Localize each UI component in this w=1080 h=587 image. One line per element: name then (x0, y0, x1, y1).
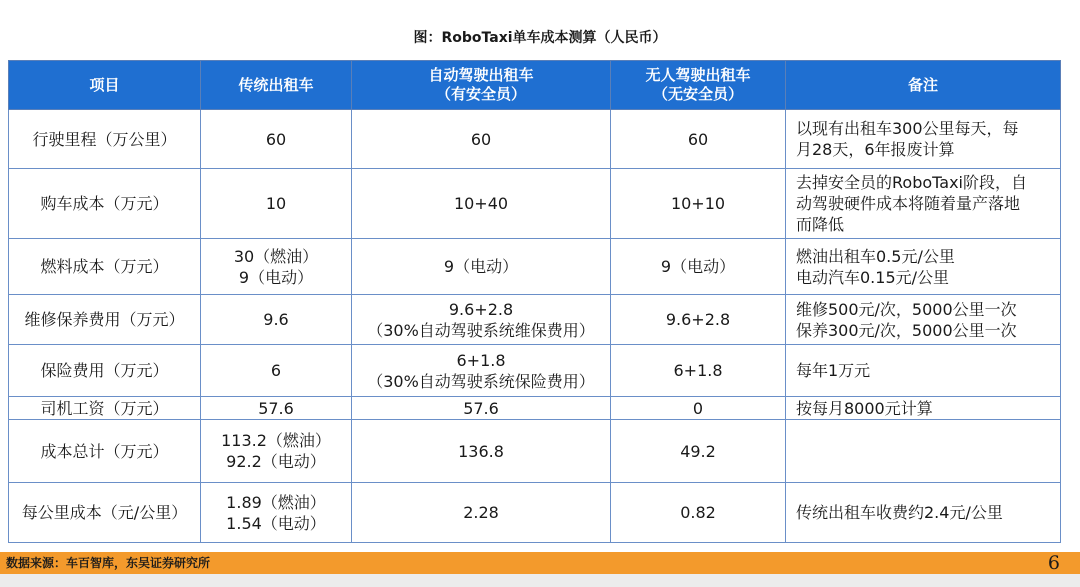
header-traditional-taxi-label: 传统出租车 (238, 75, 314, 94)
cell-autonomous (352, 345, 611, 397)
table-row (9, 483, 1061, 543)
cell-driverless (611, 483, 786, 543)
cell-text-line: 6+1.8 (673, 361, 723, 380)
bottom-strip (0, 574, 1080, 587)
cell-traditional (201, 397, 352, 420)
cell-autonomous (352, 295, 611, 345)
header-item-label: 项目 (89, 75, 120, 94)
header-autonomous-taxi-label: 自动驾驶出租车 (428, 66, 534, 84)
header-remarks (786, 61, 1061, 110)
cell-driverless (611, 295, 786, 345)
cell-traditional (201, 420, 352, 483)
cell-text-line: 维修保养费用（万元） (24, 310, 185, 329)
cell-text-line: 9（电动） (238, 267, 314, 287)
cell-text-line: 57.6 (258, 398, 294, 418)
cell-traditional (201, 110, 352, 169)
cell-text-line: 60 (687, 129, 709, 149)
table-row (9, 345, 1061, 397)
cell-text-line: 10+40 (453, 194, 509, 213)
cell-traditional (201, 169, 352, 239)
cell-item (9, 420, 201, 483)
cell-text-line: 动驾驶硬件成本将随着量产落地 (796, 194, 1021, 213)
cell-text-line: 保险费用（万元） (40, 361, 169, 380)
page-number: 6 (1047, 552, 1060, 574)
table-row (9, 397, 1061, 420)
header-driverless-taxi-sublabel: （无安全员） (652, 85, 743, 103)
table-body (9, 110, 1061, 543)
cell-text-line: 司机工资（万元） (40, 398, 169, 418)
cell-driverless (611, 345, 786, 397)
header-autonomous-taxi (352, 61, 611, 110)
cell-text-line: 10 (265, 194, 287, 213)
cell-text-line: 传统出租车收费约2.4元/公里 (796, 503, 1003, 522)
cell-text-line: 燃料成本（万元） (40, 257, 169, 276)
cell-text-line: 0.82 (680, 503, 716, 522)
cell-text-line: 燃油出租车0.5元/公里 (796, 246, 955, 266)
cell-text-line: 以现有出租车300公里每天，每 (796, 119, 1019, 138)
cell-text-line: 9.6+2.8 (448, 299, 514, 319)
cell-driverless (611, 239, 786, 295)
cell-text-line: 49.2 (680, 441, 716, 461)
data-source: 数据来源：车百智库，东吴证券研究所 (6, 556, 211, 570)
cell-text-line: （30%自动驾驶系统保险费用） (367, 371, 595, 391)
cell-driverless (611, 397, 786, 420)
cell-text-line: 而降低 (796, 215, 845, 234)
cell-text-line: 9（电动） (660, 257, 736, 276)
cell-text-line: （30%自动驾驶系统维保费用） (367, 320, 595, 340)
cell-autonomous (352, 239, 611, 295)
cell-remarks (786, 397, 1061, 420)
cost-table (8, 60, 1061, 543)
cell-remarks (786, 169, 1061, 239)
cell-remarks (786, 295, 1061, 345)
table-row (9, 239, 1061, 295)
cell-text-line: 行驶里程（万公里） (32, 129, 177, 149)
cell-traditional (201, 295, 352, 345)
cell-item (9, 169, 201, 239)
table-title: 图：RoboTaxi单车成本测算（人民币） (413, 30, 667, 46)
cell-text-line: 30（燃油） (233, 246, 319, 266)
cell-text-line: 1.89（燃油） (226, 492, 326, 512)
cell-item (9, 295, 201, 345)
cell-text-line: 0 (692, 398, 704, 418)
cell-remarks (786, 345, 1061, 397)
table-row (9, 420, 1061, 483)
table-row (9, 110, 1061, 169)
cell-text-line: 保养300元/次，5000公里一次 (796, 320, 1017, 340)
cell-item (9, 110, 201, 169)
header-traditional-taxi (201, 61, 352, 110)
cell-text-line: 按每月8000元计算 (796, 398, 933, 418)
cell-remarks (786, 483, 1061, 543)
cell-text-line: 60 (265, 129, 287, 149)
table-row (9, 295, 1061, 345)
cell-text-line: 成本总计（万元） (40, 441, 169, 461)
cell-item (9, 483, 201, 543)
header-remarks-label: 备注 (907, 75, 938, 94)
cell-text-line: 9.6 (263, 310, 289, 329)
header-driverless-taxi-label: 无人驾驶出租车 (645, 66, 751, 84)
table-row (9, 169, 1061, 239)
cell-text-line: 57.6 (463, 398, 499, 418)
cell-autonomous (352, 420, 611, 483)
cell-driverless (611, 110, 786, 169)
cell-text-line: 6+1.8 (456, 350, 506, 370)
cell-text-line: 9.6+2.8 (665, 310, 731, 329)
cell-driverless (611, 420, 786, 483)
footer-bar (0, 552, 1080, 574)
table-header-row (9, 61, 1061, 110)
cell-text-line: 去掉安全员的RoboTaxi阶段，自 (796, 173, 1027, 192)
cell-traditional (201, 483, 352, 543)
cell-autonomous (352, 169, 611, 239)
cell-text-line: 60 (470, 129, 492, 149)
cell-item (9, 239, 201, 295)
cell-text-line: 每公里成本（元/公里） (21, 503, 188, 522)
cell-text-line: 136.8 (458, 441, 504, 461)
cell-traditional (201, 239, 352, 295)
cell-text-line: 2.28 (463, 503, 499, 522)
cell-text-line: 1.54（电动） (226, 513, 326, 533)
cell-text-line: 维修500元/次，5000公里一次 (796, 299, 1017, 319)
cell-text-line: 电动汽车0.15元/公里 (796, 267, 950, 287)
cell-remarks (786, 239, 1061, 295)
cell-text-line: 6 (270, 361, 282, 380)
header-autonomous-taxi-sublabel: （有安全员） (435, 85, 526, 103)
cell-autonomous (352, 483, 611, 543)
header-driverless-taxi (611, 61, 786, 110)
cell-item (9, 397, 201, 420)
cell-autonomous (352, 110, 611, 169)
cell-autonomous (352, 397, 611, 420)
cell-remarks (786, 110, 1061, 169)
cell-driverless (611, 169, 786, 239)
cell-remarks (786, 420, 1061, 483)
cell-traditional (201, 345, 352, 397)
cell-text-line: 购车成本（万元） (40, 194, 169, 213)
cell-text-line: 9（电动） (443, 257, 519, 276)
cell-item (9, 345, 201, 397)
cell-text-line: 每年1万元 (796, 361, 871, 380)
header-item (9, 61, 201, 110)
cell-text-line: 月28天，6年报废计算 (796, 140, 955, 159)
cell-text-line: 92.2（电动） (226, 452, 326, 471)
cell-text-line: 113.2（燃油） (221, 431, 331, 450)
cell-text-line: 10+10 (670, 194, 726, 213)
